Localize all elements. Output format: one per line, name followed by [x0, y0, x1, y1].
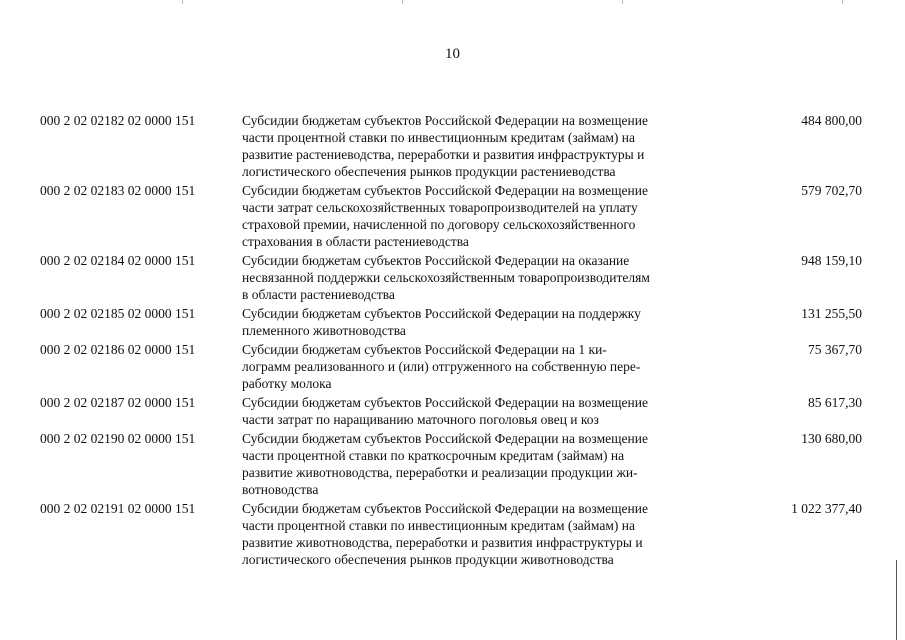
description-line: Субсидии бюджетам субъектов Российской Федерации на возмещение	[242, 113, 648, 128]
table-row	[0, 500, 905, 568]
budget-amount: 579 702,70	[801, 183, 862, 198]
description-line: страхования в области растениеводства	[242, 234, 469, 249]
description-line: Субсидии бюджетам субъектов Российской Федерации на оказание	[242, 253, 630, 268]
table-row	[0, 252, 905, 303]
scan-tick	[622, 0, 623, 4]
budget-code: 000 2 02 02184 02 0000 151	[40, 253, 196, 268]
table-row	[0, 430, 905, 498]
scan-tick	[842, 0, 843, 4]
budget-amount: 484 800,00	[801, 113, 862, 128]
budget-amount: 85 617,30	[808, 395, 862, 410]
scan-tick	[402, 0, 403, 4]
description-line: в области растениеводства	[242, 287, 395, 302]
budget-code: 000 2 02 02186 02 0000 151	[40, 342, 196, 357]
budget-amount: 948 159,10	[801, 253, 862, 268]
description-line: развитие растениеводства, переработки и развития инфраструктуры и	[242, 147, 645, 162]
budget-description	[242, 182, 712, 250]
description-line: Субсидии бюджетам субъектов Российской Федерации на возмещение	[242, 395, 648, 410]
description-line: части затрат сельскохозяйственных товаропроизводителей на уплату	[242, 200, 638, 215]
budget-description	[242, 500, 712, 568]
description-line: части процентной ставки по инвестиционным кредитам (займам) на	[242, 130, 635, 145]
budget-description	[242, 252, 712, 303]
description-line: части затрат по наращиванию маточного поголовья овец и коз	[242, 412, 599, 427]
budget-amount: 75 367,70	[808, 342, 862, 357]
table-row	[0, 112, 905, 180]
scan-tick	[182, 0, 183, 4]
budget-description	[242, 341, 712, 392]
description-line: Субсидии бюджетам субъектов Российской Федерации на 1 ки-	[242, 342, 607, 357]
table-row	[0, 182, 905, 250]
budget-code: 000 2 02 02190 02 0000 151	[40, 431, 196, 446]
description-line: части процентной ставки по инвестиционным кредитам (займам) на	[242, 518, 635, 533]
table-row	[0, 305, 905, 339]
description-line: страховой премии, начисленной по договору сельскохозяйственного	[242, 217, 636, 232]
description-line: логистического обеспечения рынков продукции животноводства	[242, 552, 614, 567]
budget-code: 000 2 02 02182 02 0000 151	[40, 113, 196, 128]
budget-description	[242, 430, 712, 498]
budget-amount: 131 255,50	[801, 306, 862, 321]
budget-amount: 1 022 377,40	[791, 501, 862, 516]
description-line: Субсидии бюджетам субъектов Российской Федерации на поддержку	[242, 306, 641, 321]
budget-description	[242, 112, 712, 180]
budget-code: 000 2 02 02187 02 0000 151	[40, 395, 196, 410]
budget-code: 000 2 02 02185 02 0000 151	[40, 306, 196, 321]
description-line: лограмм реализованного и (или) отгруженного на собственную пере-	[242, 359, 641, 374]
budget-amount: 130 680,00	[801, 431, 862, 446]
description-line: несвязанной поддержки сельскохозяйственным товаропроизводителям	[242, 270, 650, 285]
description-line: логистического обеспечения рынков продукции растениеводства	[242, 164, 616, 179]
description-line: вотноводства	[242, 482, 319, 497]
description-line: развитие животноводства, переработки и развития инфраструктуры и	[242, 535, 643, 550]
budget-table	[0, 112, 905, 570]
description-line: Субсидии бюджетам субъектов Российской Федерации на возмещение	[242, 183, 648, 198]
description-line: развитие животноводства, переработки и реализации продукции жи-	[242, 465, 638, 480]
budget-code: 000 2 02 02183 02 0000 151	[40, 183, 196, 198]
description-line: работку молока	[242, 376, 332, 391]
budget-description	[242, 394, 712, 428]
page-number: 10	[445, 46, 460, 62]
description-line: части процентной ставки по краткосрочным кредитам (займам) на	[242, 448, 625, 463]
description-line: Субсидии бюджетам субъектов Российской Федерации на возмещение	[242, 431, 648, 446]
table-row	[0, 394, 905, 428]
table-row	[0, 341, 905, 392]
budget-description	[242, 305, 712, 339]
description-line: племенного животноводства	[242, 323, 406, 338]
description-line: Субсидии бюджетам субъектов Российской Федерации на возмещение	[242, 501, 648, 516]
page-edge-line	[896, 560, 897, 640]
budget-code: 000 2 02 02191 02 0000 151	[40, 501, 196, 516]
